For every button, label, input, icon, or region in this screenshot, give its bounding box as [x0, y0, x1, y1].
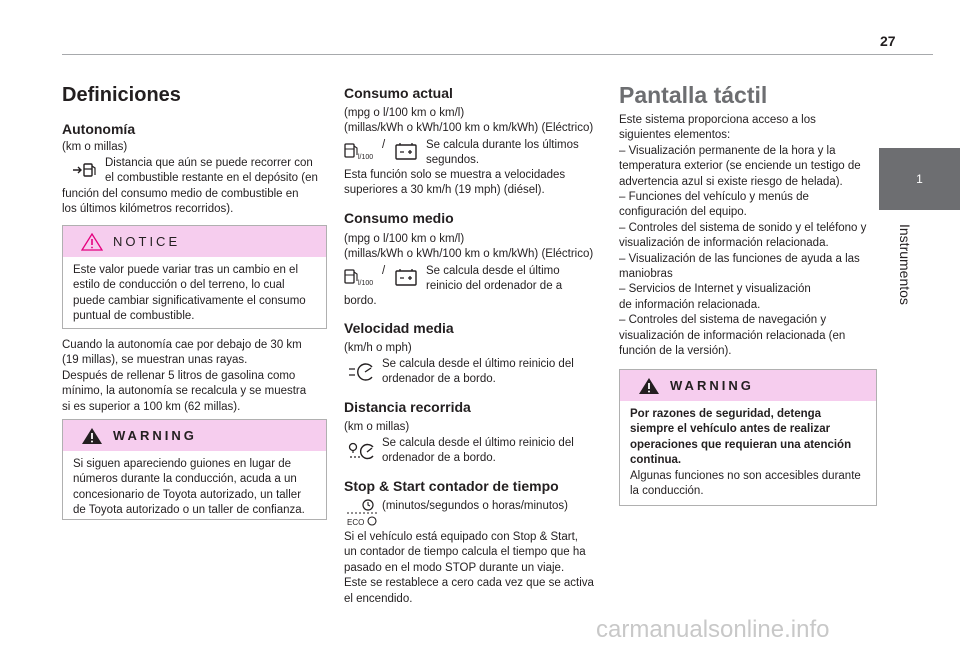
battery-icon: [394, 268, 418, 288]
warning-line: continua.: [630, 454, 682, 467]
paragraph-line: Cuando la autonomía cae por debajo de 30 km: [62, 339, 302, 351]
list-line: – Visualización permanente de la hora y la: [619, 144, 836, 157]
list-line: maniobras: [619, 268, 673, 281]
list-line: – Controles del sistema de navegación y: [619, 314, 827, 327]
watermark[interactable]: carmanualsonline.info: [596, 616, 830, 643]
touchscreen-title: Pantalla táctil: [619, 82, 768, 108]
current-text: Esta función solo se muestra a velocidades: [344, 169, 566, 181]
distance-text: Se calcula desde el último reinicio del: [382, 437, 574, 449]
distance-heading: Distancia recorrida: [344, 399, 471, 415]
svg-text:l/100: l/100: [358, 280, 374, 287]
paragraph-line: un contador de tiempo calcula el tiempo que ha: [344, 546, 586, 559]
warning-icon: [638, 377, 660, 395]
autonomy-unit: (km o millas): [62, 141, 128, 153]
current-unit: (millas/kWh o kWh/100 km o km/kWh) (Eléctrico): [344, 122, 594, 134]
average-speed-icon: [348, 363, 376, 381]
svg-text:l/100: l/100: [358, 154, 374, 161]
current-consumption-heading: Consumo actual: [344, 85, 453, 101]
current-text: superiores a 30 km/h (19 mph) (diésel).: [344, 184, 545, 196]
separator-slash: /: [382, 265, 386, 277]
warning-title: WARNING: [113, 428, 197, 443]
list-line: – Controles del sistema de sonido y el teléfono y: [619, 221, 867, 234]
warning-icon: [81, 427, 103, 445]
stop-start-heading: Stop & Start contador de tiempo: [344, 478, 559, 494]
battery-icon: [394, 142, 418, 162]
distance-icon: [348, 441, 376, 461]
warning-line: operaciones que requieran una atención: [630, 438, 852, 451]
warning-header: [63, 420, 326, 451]
list-line: siguientes elementos:: [619, 129, 731, 142]
notice-line: puede cambiar significativamente el consumo: [73, 294, 306, 307]
list-line: visualización de información relacionada.: [619, 237, 829, 250]
range-icon: [72, 162, 96, 178]
stop-start-unit: (minutos/segundos o horas/minutos): [382, 500, 569, 512]
warning-line: de Toyota autorizado o un taller de confianza.: [73, 504, 305, 517]
section-title: Definiciones: [62, 84, 181, 106]
warning-title: WARNING: [670, 378, 754, 393]
average-text: Se calcula desde el último: [426, 265, 560, 277]
list-line: Este sistema proporciona acceso a los: [619, 114, 816, 126]
current-text: segundos.: [426, 154, 480, 166]
warning-line: concesionario de Toyota autorizado, un taller: [73, 488, 302, 501]
stop-start-paragraph: [344, 530, 606, 607]
list-line: de información relacionada.: [619, 298, 761, 311]
warning-line: Algunas funciones no son accesibles durante: [630, 469, 861, 482]
paragraph-line: si es superior a 100 km (62 millas).: [62, 400, 241, 413]
notice-title: NOTICE: [113, 234, 181, 249]
paragraph-line: Este se restablece a cero cada vez que se activa: [344, 577, 594, 590]
svg-text:ECO: ECO: [347, 518, 365, 527]
current-unit: (mpg o l/100 km o km/l): [344, 107, 465, 119]
list-line: – Visualización de las funciones de ayuda a las: [619, 252, 860, 265]
header-rule: [62, 54, 933, 55]
autonomy-text: los últimos kilómetros recorridos).: [62, 203, 234, 215]
list-line: advertencia azul si existe riesgo de helada).: [619, 175, 843, 188]
warning-line: Por razones de seguridad, detenga: [630, 408, 822, 420]
notice-icon: [81, 233, 103, 251]
notice-line: Este valor puede variar tras un cambio en el: [73, 264, 299, 276]
chapter-tab[interactable]: 1: [879, 148, 960, 210]
warning-line: siempre el vehículo antes de realizar: [630, 423, 831, 436]
list-line: visualización de información relacionada (en: [619, 329, 846, 342]
chapter-label: Instrumentos: [897, 224, 913, 305]
warning-line: Si siguen apareciendo guiones en lugar de: [73, 458, 292, 470]
autonomy-text: función del consumo medio de combustible en: [62, 188, 299, 200]
range-paragraph: [62, 338, 327, 415]
average-speed-heading: Velocidad media: [344, 320, 454, 336]
autonomy-text: el combustible restante en el depósito (en: [105, 172, 318, 184]
average-unit: (millas/kWh o kWh/100 km o km/kWh) (Eléctrico): [344, 248, 594, 260]
paragraph-line: pasado en el modo STOP durante un viaje.: [344, 561, 565, 574]
notice-line: estilo de conducción o del terreno, lo cual: [73, 279, 285, 292]
warning-box: [62, 419, 327, 520]
list-line: – Funciones del vehículo y menús de: [619, 191, 809, 204]
separator-slash: /: [382, 139, 386, 151]
touchscreen-list: [619, 113, 877, 360]
average-text: bordo.: [344, 295, 377, 307]
warning-line: números durante la conducción, acuda a un: [73, 473, 297, 486]
average-consumption-heading: Consumo medio: [344, 210, 454, 226]
list-line: función de la versión).: [619, 345, 732, 358]
speed-text: ordenador de a bordo.: [382, 373, 496, 385]
paragraph-line: Después de rellenar 5 litros de gasolina como: [62, 369, 296, 382]
fuel-consumption-icon: [344, 269, 376, 287]
paragraph-line: mínimo, la autonomía se recalcula y se muestra: [62, 385, 307, 398]
current-text: Se calcula durante los últimos: [426, 139, 579, 151]
paragraph-line: Si el vehículo está equipado con Stop & Start,: [344, 531, 578, 543]
warning-header: [620, 370, 876, 401]
notice-box: [62, 225, 327, 329]
warning-box: [619, 369, 877, 506]
speed-unit: (km/h o mph): [344, 342, 412, 354]
autonomy-heading: Autonomía: [62, 121, 136, 137]
list-line: temperatura exterior (se enciende un testigo de: [619, 160, 861, 173]
distance-text: ordenador de a bordo.: [382, 452, 496, 464]
paragraph-line: el encendido.: [344, 592, 413, 605]
notice-line: puntual de combustible.: [73, 310, 195, 323]
fuel-consumption-icon: [344, 143, 376, 161]
stop-start-eco-icon: [346, 497, 378, 527]
page-number: 27: [880, 33, 896, 49]
average-unit: (mpg o l/100 km o km/l): [344, 233, 465, 245]
list-line: – Servicios de Internet y visualización: [619, 283, 811, 296]
distance-unit: (km o millas): [344, 421, 410, 433]
notice-header: [63, 226, 326, 257]
list-line: configuración del equipo.: [619, 206, 747, 219]
warning-line: la conducción.: [630, 485, 704, 498]
average-text: reinicio del ordenador de a: [426, 280, 563, 292]
speed-text: Se calcula desde el último reinicio del: [382, 358, 574, 370]
paragraph-line: (19 millas), se muestran unas rayas.: [62, 354, 248, 367]
autonomy-text: Distancia que aún se puede recorrer con: [105, 157, 313, 169]
